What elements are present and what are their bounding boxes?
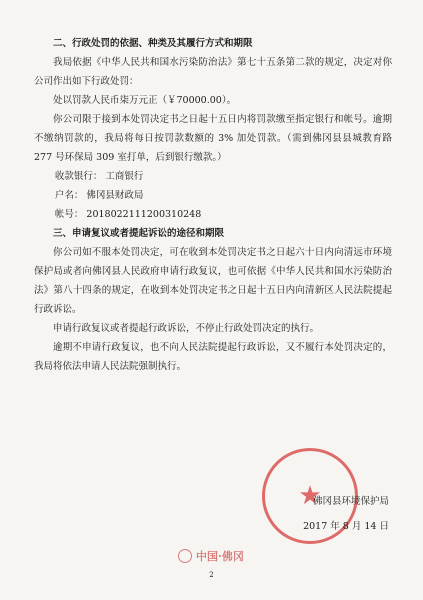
paragraph-no-suspension: 申请行政复议或者提起行政诉讼，不停止行政处罚决定的执行。: [53, 323, 320, 334]
page-number: 2: [209, 571, 214, 579]
paragraph-legal-basis: 我局依据《中华人民共和国水污染防治法》第七十五条第二款的规定，决定对你公司作出如下行政处罚：: [34, 57, 392, 87]
watermark-text: 中国·佛冈: [196, 550, 244, 563]
paragraph-enforcement: 逾期不申请行政复议，也不向人民法院提起行政诉讼，又不履行本处罚决定的，我局将依法申请人民法院强制执行。: [34, 342, 392, 372]
section-heading-2: 二、行政处罚的依据、种类及其履行方式和期限: [53, 38, 253, 49]
document-body: [34, 34, 392, 376]
signer: 佛冈县环境保护局: [312, 496, 389, 507]
paragraph-penalty: 处以罚款人民币柒万元正（￥70000.00）。: [53, 95, 237, 106]
watermark-emblem-icon: [178, 549, 192, 563]
watermark: [178, 548, 244, 564]
section-heading-3: 三、申请复议或者提起诉讼的途径和期限: [53, 228, 225, 239]
signature-date: 2017 年 8 月 14 日: [303, 521, 389, 532]
seal-star-icon: ★: [298, 481, 322, 511]
payment-account-name: 户名： 佛冈县财政局: [54, 190, 144, 201]
paragraph-appeal: 你公司如不服本处罚决定，可在收到本处罚决定书之日起六十日内向清远市环境保护局或者向佛冈县人民政府申请行政复议，也可依据《中华人民共和国水污染防治法》第八十四条的规定，在收到本处罚决定书之日起十五日内向清新区人民法院提起行政诉讼。: [34, 247, 392, 315]
payment-account-number: 帐号： 2018022111200310248: [54, 209, 202, 220]
payment-bank: 收款银行： 工商银行: [54, 171, 144, 182]
paragraph-payment-terms: 你公司限于接到本处罚决定书之日起十五日内将罚款缴至指定银行和帐号。逾期不缴纳罚款的，我局将每日按罚款数额的 3% 加处罚款。（需到佛冈县县城教育路 277 号环保局 309 室打单，后到银行缴款。）: [34, 114, 392, 163]
